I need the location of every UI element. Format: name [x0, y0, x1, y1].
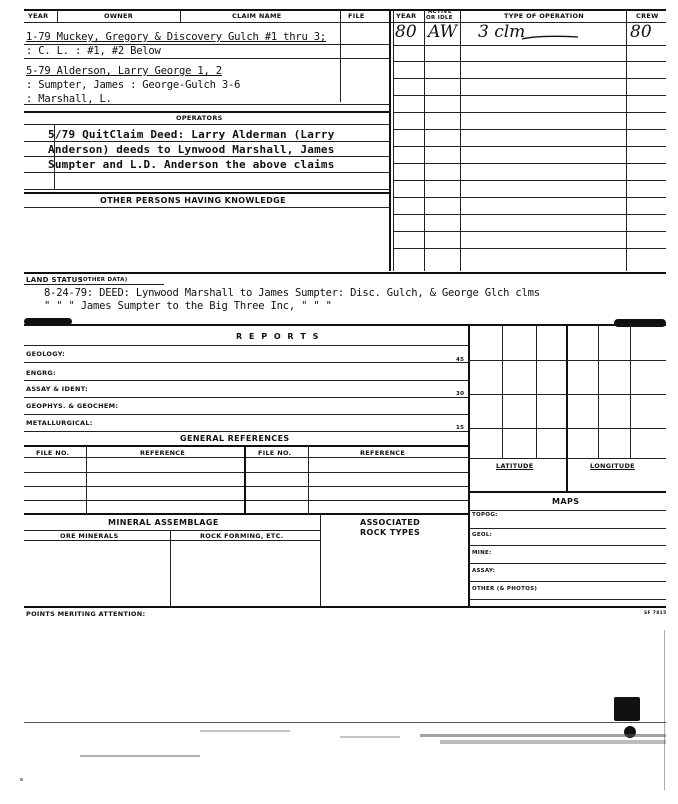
owner-row-2: : C. L. : #1, #2 Below — [26, 45, 161, 57]
general-ref-rule — [24, 472, 468, 473]
gen-ref-divider — [308, 446, 309, 513]
top-border — [24, 9, 666, 11]
operators-rule — [24, 141, 390, 142]
col-idle-header: OR IDLE — [426, 15, 453, 21]
maps-rule — [468, 545, 666, 546]
operators-line-3: Sumpter and L.D. Anderson the above claims — [48, 158, 335, 171]
maps-other-label: OTHER (& PHOTOS) — [472, 586, 538, 592]
maps-rule — [468, 510, 666, 511]
operators-rule — [24, 172, 390, 173]
mineral-rule — [24, 530, 320, 531]
maps-geol-label: GEOL: — [472, 532, 493, 538]
activity-row-rule — [394, 95, 666, 96]
maps-heading: MAPS — [552, 497, 580, 506]
gen-ref-file-no-2: FILE NO. — [258, 449, 292, 457]
land-status-line-2: " " " James Sumpter to the Big Three Inc, " " " — [44, 300, 332, 312]
maps-top-rule — [468, 491, 666, 493]
activity-row-rule — [394, 180, 666, 181]
col-claim-name-header: CLAIM NAME — [232, 12, 282, 20]
lat-grid-row — [468, 360, 666, 361]
operators-heading: OPERATORS — [176, 114, 223, 122]
report-engrg-label: ENGRG: — [26, 369, 56, 377]
land-status-sub: (OTHER DATA) — [80, 277, 128, 283]
other-persons-rule — [24, 207, 390, 208]
longitude-label: LONGITUDE — [590, 462, 635, 470]
report-assay-label: ASSAY & IDENT: — [26, 385, 88, 393]
activity-row-rule — [394, 248, 666, 249]
operators-line-1: 5/79 QuitClaim Deed: Larry Alderman (Larry — [48, 128, 335, 141]
col-type-operation-header: TYPE OF OPERATION — [504, 12, 585, 20]
rock-forming-label: ROCK FORMING, ETC. — [200, 532, 284, 540]
gen-ref-reference-2: REFERENCE — [360, 449, 406, 457]
general-references-heading: GENERAL REFERENCES — [180, 434, 290, 443]
scan-noise-streak — [80, 755, 200, 757]
activity-row-rule — [394, 146, 666, 147]
general-ref-rule — [24, 457, 468, 458]
reports-heading: R E P O R T S — [236, 332, 321, 341]
activity-row-rule — [394, 61, 666, 62]
reports-rule — [24, 414, 468, 415]
mineral-divider — [170, 530, 171, 606]
col-file-header: FILE — [348, 12, 365, 20]
long-grid-line — [598, 325, 599, 458]
reports-rule — [24, 362, 468, 363]
reports-top-border — [24, 324, 666, 326]
header-tick — [460, 10, 461, 22]
gen-ref-divider — [86, 446, 87, 513]
general-ref-rule — [24, 486, 468, 487]
report-geophys-label: GEOPHYS. & GEOCHEM: — [26, 402, 119, 410]
activity-crew: 80 — [630, 22, 652, 42]
activity-active-idle: AW — [428, 22, 458, 42]
report-assay-num: 30 — [456, 391, 465, 397]
header-tick — [626, 10, 627, 22]
reports-rule — [24, 397, 468, 398]
mineral-top-rule — [24, 513, 468, 515]
land-status-line-1: 8-24-79: DEED: Lynwood Marshall to James Sumpter: Disc. Gulch, & George Glch clms — [44, 287, 540, 299]
reports-rule — [24, 431, 468, 432]
report-metallurgical-num: 15 — [456, 425, 465, 431]
file-divider — [340, 22, 341, 102]
lat-grid-line — [502, 325, 503, 458]
maps-rule — [468, 528, 666, 529]
mineral-rule — [24, 540, 320, 541]
activity-row-rule — [394, 78, 666, 79]
operators-top-rule — [24, 111, 390, 113]
associated-label: ASSOCIATED — [360, 518, 421, 527]
header-bottom-rule — [24, 22, 666, 23]
maps-topog-label: TOPOG: — [472, 512, 498, 518]
activity-row-rule — [394, 163, 666, 164]
operators-rule — [24, 124, 390, 125]
operators-rule — [24, 156, 390, 157]
other-persons-top-rule — [24, 192, 390, 194]
maps-rule — [468, 563, 666, 564]
points-heading: POINTS MERITING ATTENTION: — [26, 610, 146, 618]
gen-ref-divider — [244, 446, 246, 513]
scan-noise-streak — [440, 740, 666, 744]
activity-row-rule — [394, 197, 666, 198]
owner-row-1: 1-79 Muckey, Gregory & Discovery Gulch #1 thru 3; — [26, 31, 326, 43]
mineral-heading: MINERAL ASSEMBLAGE — [108, 518, 219, 527]
owner-row-rule — [24, 58, 390, 59]
reports-rule — [24, 380, 468, 381]
operators-line-2: Anderson) deeds to Lynwood Marshall, James — [48, 143, 335, 156]
lat-grid-line — [536, 325, 537, 458]
header-tick — [180, 10, 181, 22]
col-crew-header: CREW — [636, 12, 659, 20]
col-active-header: ACTIVE — [428, 9, 452, 15]
operators-rule — [24, 189, 390, 190]
activity-type-underline — [520, 34, 580, 42]
latitude-label: LATITUDE — [496, 462, 534, 470]
land-status-heading: LAND STATUS — [26, 276, 83, 284]
rock-types-label: ROCK TYPES — [360, 528, 421, 537]
scan-noise-line — [24, 722, 666, 723]
lat-grid-row — [468, 458, 666, 459]
maps-rule — [468, 581, 666, 582]
gen-ref-reference-1: REFERENCE — [140, 449, 186, 457]
activity-row-rule — [394, 214, 666, 215]
activity-row-rule — [394, 45, 666, 46]
scan-noise-streak — [340, 736, 400, 738]
activity-row-rule — [394, 112, 666, 113]
report-geology-label: GEOLOGY: — [26, 350, 66, 358]
mineral-divider — [320, 514, 321, 606]
col-year2-header: YEAR — [396, 12, 417, 20]
activity-row-rule — [394, 129, 666, 130]
other-persons-heading: OTHER PERSONS HAVING KNOWLEDGE — [100, 196, 286, 205]
owner-row-3: 5-79 Alderson, Larry George 1, 2 — [26, 65, 222, 77]
maps-mine-label: MINE: — [472, 550, 492, 556]
scan-artifact-block — [614, 697, 640, 721]
activity-row-rule — [394, 231, 666, 232]
ore-minerals-label: ORE MINERALS — [60, 532, 119, 540]
scan-noise-streak — [200, 730, 290, 732]
lat-long-divider — [566, 325, 568, 491]
long-grid-line — [630, 325, 631, 458]
owner-row-5: : Marshall, L. — [26, 93, 112, 105]
maps-rule — [468, 599, 666, 600]
points-top-rule — [24, 606, 666, 608]
general-ref-rule — [24, 500, 468, 501]
gen-ref-file-no-1: FILE NO. — [36, 449, 70, 457]
general-ref-rule — [24, 445, 468, 447]
header-tick — [424, 10, 425, 22]
report-geology-num: 45 — [456, 357, 465, 363]
col-year-header: YEAR — [28, 12, 49, 20]
lat-grid-row — [468, 428, 666, 429]
land-status-underline — [24, 284, 164, 285]
scan-noise-speck — [20, 778, 23, 781]
reports-rule — [24, 345, 468, 346]
maps-assay-label: ASSAY: — [472, 568, 496, 574]
activity-year: 80 — [395, 22, 417, 42]
header-tick — [340, 10, 341, 22]
header-tick — [57, 10, 58, 22]
owner-row-4: : Sumpter, James : George-Gulch 3-6 — [26, 79, 241, 91]
form-number: SF 7815 — [644, 611, 667, 616]
scan-noise-edge — [664, 630, 665, 790]
scan-noise-streak — [420, 734, 666, 737]
land-status-top-rule — [24, 272, 666, 274]
center-divider — [389, 9, 391, 271]
activity-type: 3 clm — [478, 22, 526, 42]
report-metallurgical-label: METALLURGICAL: — [26, 419, 93, 427]
lat-grid-row — [468, 394, 666, 395]
col-owner-header: OWNER — [104, 12, 134, 20]
